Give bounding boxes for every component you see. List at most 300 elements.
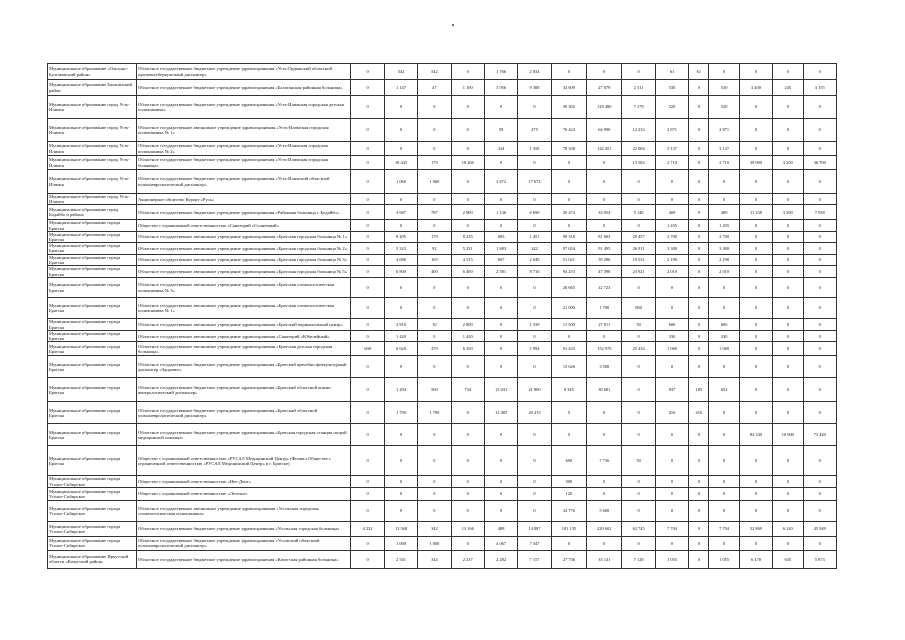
value-cell: 0 (351, 487, 384, 500)
value-cell: 0 (803, 487, 837, 500)
value-cell: 0 (587, 424, 622, 446)
value-cell: 2 282 (484, 550, 517, 568)
value-cell: 8 345 (551, 378, 586, 402)
value-cell: 0 (351, 319, 384, 331)
value-cell: 0 (587, 220, 622, 231)
value-cell: 5 600 (587, 500, 622, 521)
value-cell: 7 179 (622, 96, 655, 119)
value-cell: 1 455 (655, 220, 688, 231)
value-cell: 2 581 (484, 266, 517, 278)
municipality-cell: Муниципальное образование города Братска (48, 402, 137, 424)
value-cell: 13 568 (384, 521, 417, 536)
value-cell: 3 300 (773, 205, 803, 220)
value-cell: 76 424 (551, 119, 586, 142)
value-cell: 0 (655, 487, 688, 500)
value-cell: 0 (587, 194, 622, 205)
value-cell: 0 (739, 142, 772, 156)
organization-cell: Областное государственное бюджетное учреждение здравоохранения «Усольская городская больница» (137, 521, 351, 536)
value-cell: 0 (418, 96, 451, 119)
organization-cell: Общество с ограниченной ответственностью «Летелье» (137, 487, 351, 500)
value-cell: 2 700 (709, 231, 739, 242)
value-cell: 2 810 (384, 319, 417, 331)
value-cell: 0 (803, 446, 837, 476)
value-cell: 3 137 (655, 142, 688, 156)
organization-cell: Областное государственное автономное учреждение здравоохранения «Братская городская больница № 3» (137, 254, 351, 265)
value-cell: 0 (351, 378, 384, 402)
value-cell: 0 (689, 342, 709, 356)
value-cell: 400 (709, 205, 739, 220)
value-cell: 0 (773, 378, 803, 402)
value-cell: 0 (803, 254, 837, 265)
value-cell: 635 (773, 550, 803, 568)
value-cell: 20 474 (551, 205, 586, 220)
municipality-cell: Муниципальное образование города Братска (48, 446, 137, 476)
value-cell: 0 (689, 278, 709, 298)
value-cell: 6 478 (739, 550, 772, 568)
value-cell: 2 010 (709, 266, 739, 278)
organization-cell: Областное государственное бюджетное учреждение здравоохранения «Усольский областной психоневрологический диспансер» (137, 536, 351, 550)
value-cell: 5 146 (622, 205, 655, 220)
value-cell: 0 (587, 170, 622, 194)
value-cell: 0 (451, 500, 484, 521)
table-row (48, 446, 837, 476)
value-cell: 3 672 (484, 170, 517, 194)
table-row (48, 205, 837, 220)
value-cell: 0 (689, 298, 709, 319)
table-row (48, 231, 837, 242)
value-cell: 7 704 (655, 521, 688, 536)
value-cell: 0 (739, 378, 772, 402)
municipality-cell: Муниципальное образование города Братска (48, 254, 137, 265)
value-cell: 0 (739, 331, 772, 342)
value-cell: 0 (484, 319, 517, 331)
municipality-cell: Муниципальное образование город Усть-Илимск (48, 170, 137, 194)
municipality-cell: Муниципальное образование города Братска (48, 243, 137, 254)
value-cell: 0 (451, 298, 484, 319)
value-cell: 0 (587, 476, 622, 487)
value-cell: 47 390 (587, 266, 622, 278)
value-cell: 0 (689, 266, 709, 278)
value-cell: 12 085 (484, 402, 517, 424)
value-cell: 0 (709, 536, 739, 550)
value-cell: 0 (587, 487, 622, 500)
value-cell: 607 (484, 254, 517, 265)
value-cell: 0 (418, 424, 451, 446)
table-body (48, 64, 837, 569)
value-cell: 600 (351, 342, 384, 356)
organization-cell: Общество с ограниченной ответственностью «Санаторий «Солнечный» (137, 220, 351, 231)
value-cell: 0 (518, 331, 551, 342)
value-cell: 0 (451, 194, 484, 205)
value-cell: 6 120 (773, 521, 803, 536)
value-cell: 58 (484, 119, 517, 142)
value-cell: 0 (709, 424, 739, 446)
value-cell: 0 (655, 170, 688, 194)
value-cell: 91 495 (587, 243, 622, 254)
value-cell: 94 253 (551, 266, 586, 278)
value-cell: 10 (418, 319, 451, 331)
value-cell: 0 (351, 220, 384, 231)
value-cell: 734 (451, 378, 484, 402)
value-cell: 0 (739, 536, 772, 550)
value-cell: 229 602 (587, 521, 622, 536)
value-cell: 520 (655, 96, 688, 119)
value-cell: 23 921 (622, 266, 655, 278)
value-cell: 0 (803, 194, 837, 205)
value-cell: 0 (739, 402, 772, 424)
value-cell: 34 776 (551, 500, 586, 521)
value-cell: 2 511 (622, 80, 655, 96)
value-cell: 0 (773, 500, 803, 521)
value-cell: 11 238 (739, 205, 772, 220)
value-cell: 0 (622, 500, 655, 521)
value-cell: 0 (418, 356, 451, 378)
organization-cell: Областное государственное бюджетное учреждение здравоохранения «Районная больница г. Бодайбо» (137, 205, 351, 220)
table-row (48, 487, 837, 500)
value-cell: 0 (655, 278, 688, 298)
value-cell: 39 302 (551, 96, 586, 119)
value-cell: 0 (551, 64, 586, 80)
value-cell: 4 067 (484, 536, 517, 550)
value-cell: 1 100 (451, 80, 484, 96)
organization-cell: Общество с ограниченной ответственностью «РУСАЛ Медицинский Центр» (Филиал Общества с ограниченной ответственностью «РУСАЛ Медицинский Центр» в г. Братске) (137, 446, 351, 476)
value-cell: 0 (622, 378, 655, 402)
value-cell: 21 000 (551, 298, 586, 319)
value-cell: 2 190 (655, 254, 688, 265)
value-cell: 170 (418, 231, 451, 242)
value-cell: 73 440 (803, 424, 837, 446)
table-row (48, 424, 837, 446)
value-cell: 1 060 (655, 342, 688, 356)
value-cell: 99 318 (551, 231, 586, 242)
municipality-cell: Муниципальное образование город Усть-Илимск (48, 194, 137, 205)
value-cell: 0 (518, 446, 551, 476)
value-cell: 0 (803, 243, 837, 254)
value-cell: 0 (451, 142, 484, 156)
value-cell: 0 (773, 319, 803, 331)
value-cell: 0 (518, 194, 551, 205)
value-cell: 0 (384, 487, 417, 500)
data-table (47, 63, 837, 569)
table-row (48, 521, 837, 536)
value-cell: 0 (689, 156, 709, 170)
value-cell: 530 (709, 80, 739, 96)
value-cell: 0 (384, 356, 417, 378)
value-cell: 50 (622, 319, 655, 331)
value-cell: 0 (689, 142, 709, 156)
value-cell: 5 323 (384, 243, 417, 254)
value-cell: 0 (773, 278, 803, 298)
value-cell: 1 060 (709, 342, 739, 356)
value-cell: 12 233 (622, 119, 655, 142)
value-cell: 0 (709, 64, 739, 80)
value-cell: 0 (351, 96, 384, 119)
value-cell: 0 (484, 500, 517, 521)
value-cell: 245 (773, 80, 803, 96)
value-cell: 10 900 (773, 424, 803, 446)
value-cell: 11 500 (551, 319, 586, 331)
value-cell: 0 (587, 402, 622, 424)
value-cell: 0 (351, 80, 384, 96)
table-row (48, 266, 837, 278)
value-cell: 0 (739, 446, 772, 476)
value-cell: 400 (418, 266, 451, 278)
municipality-cell: Муниципальное образование города Братска (48, 231, 137, 242)
value-cell: 59 286 (587, 254, 622, 265)
value-cell: 0 (655, 356, 688, 378)
value-cell: 0 (622, 536, 655, 550)
value-cell: 0 (384, 424, 417, 446)
table-row (48, 142, 837, 156)
table-row (48, 64, 837, 80)
value-cell: 488 (484, 521, 517, 536)
value-cell: 0 (622, 194, 655, 205)
value-cell: 0 (709, 278, 739, 298)
value-cell: 1 451 (518, 231, 551, 242)
value-cell: 0 (518, 500, 551, 521)
value-cell: 0 (773, 64, 803, 80)
value-cell: 61 433 (551, 342, 586, 356)
value-cell: 26 665 (551, 278, 586, 298)
value-cell: 0 (484, 96, 517, 119)
value-cell: 0 (803, 220, 837, 231)
value-cell: 0 (739, 342, 772, 356)
value-cell: 0 (418, 142, 451, 156)
value-cell: 81 683 (587, 231, 622, 242)
value-cell: 0 (803, 231, 837, 242)
value-cell: 4 515 (451, 254, 484, 265)
value-cell: 92 (418, 243, 451, 254)
value-cell: 0 (622, 170, 655, 194)
value-cell: 1 790 (384, 402, 417, 424)
value-cell: 0 (551, 402, 586, 424)
value-cell: 0 (739, 64, 772, 80)
municipality-cell: Муниципальное образование города Братска (48, 378, 137, 402)
value-cell: 1 060 (418, 170, 451, 194)
value-cell: 185 (689, 378, 709, 402)
value-cell: 0 (351, 424, 384, 446)
organization-cell: Областное государственное автономное учреждение здравоохранения «Братская городская больница № 2» (137, 243, 351, 254)
municipality-cell: Муниципальное образование Балаганский район (48, 80, 137, 96)
value-cell: 4 680 (384, 254, 417, 265)
value-cell: 0 (773, 231, 803, 242)
table-row (48, 170, 837, 194)
table-row (48, 194, 837, 205)
value-cell: 22 004 (622, 142, 655, 156)
value-cell: 3 137 (709, 142, 739, 156)
value-cell: 0 (803, 119, 837, 142)
value-cell: 0 (689, 424, 709, 446)
value-cell: 0 (689, 220, 709, 231)
value-cell: 334 (484, 142, 517, 156)
value-cell: 0 (384, 96, 417, 119)
value-cell: 0 (739, 266, 772, 278)
value-cell: 0 (655, 424, 688, 446)
value-cell: 0 (803, 170, 837, 194)
value-cell: 39 900 (739, 156, 772, 170)
value-cell: 13 166 (451, 521, 484, 536)
value-cell: 837 (655, 378, 688, 402)
value-cell: 26 911 (622, 243, 655, 254)
municipality-cell: Муниципальное образование города Братска (48, 356, 137, 378)
value-cell: 0 (418, 298, 451, 319)
municipality-cell: Муниципальное образование «Ольхоно-Булгаковский район» (48, 64, 137, 80)
value-cell: 0 (484, 446, 517, 476)
table-row (48, 254, 837, 265)
value-cell: 6 690 (518, 205, 551, 220)
value-cell: 0 (384, 476, 417, 487)
value-cell: 0 (739, 220, 772, 231)
value-cell: 0 (351, 231, 384, 242)
value-cell: 3 400 (739, 80, 772, 96)
value-cell: 0 (803, 476, 837, 487)
value-cell: 0 (739, 356, 772, 378)
value-cell: 0 (484, 298, 517, 319)
table-row (48, 500, 837, 521)
value-cell: 0 (773, 342, 803, 356)
municipality-cell: Муниципальное образование города Братска (48, 278, 137, 298)
value-cell: 27 679 (587, 80, 622, 96)
organization-cell: Областное государственное бюджетное учреждение здравоохранения «Братский врачебно-физкультурный диспансер «Здоровье» (137, 356, 351, 378)
value-cell: 0 (351, 402, 384, 424)
value-cell: 0 (739, 119, 772, 142)
value-cell: 0 (773, 96, 803, 119)
value-cell: 0 (739, 96, 772, 119)
value-cell: 36 700 (803, 156, 837, 170)
value-cell: 0 (351, 500, 384, 521)
table-row (48, 243, 837, 254)
value-cell: 64 990 (587, 119, 622, 142)
value-cell: 0 (484, 356, 517, 378)
value-cell: 1 420 (384, 331, 417, 342)
value-cell: 0 (803, 378, 837, 402)
organization-cell: Областное государственное автономное учреждение здравоохранения «Братская стоматологическая поликлиника № 3» (137, 278, 351, 298)
table-row (48, 342, 837, 356)
municipality-cell: Муниципальное образование города Братска (48, 424, 137, 446)
value-cell: 0 (709, 402, 739, 424)
value-cell: 3 155 (803, 80, 837, 96)
value-cell: 0 (622, 220, 655, 231)
value-cell: 0 (803, 278, 837, 298)
value-cell: 0 (689, 231, 709, 242)
value-cell: 0 (484, 487, 517, 500)
value-cell: 0 (451, 278, 484, 298)
value-cell: 7 704 (709, 521, 739, 536)
organization-cell: Областное государственное автономное учреждение здравоохранения «Санаторий «Юбилейный» (137, 331, 351, 342)
value-cell: 0 (351, 254, 384, 265)
value-cell: 2 237 (451, 550, 484, 568)
organization-cell: Областное государственное бюджетное учреждение здравоохранения «Качугская районная больница» (137, 550, 351, 568)
value-cell: 0 (739, 243, 772, 254)
value-cell: 520 (709, 96, 739, 119)
municipality-cell: Муниципальное образование город Усть-Илимск (48, 142, 137, 156)
municipality-cell: Муниципальное образование города Братска (48, 319, 137, 331)
value-cell: 2 834 (518, 64, 551, 80)
organization-cell: Областное государственное автономное учреждение здравоохранения «Братская городская больница № 5» (137, 266, 351, 278)
value-cell: 0 (689, 550, 709, 568)
value-cell: 0 (773, 266, 803, 278)
value-cell: 0 (773, 536, 803, 550)
value-cell: 0 (773, 446, 803, 476)
table-row (48, 156, 837, 170)
value-cell: 2 800 (451, 319, 484, 331)
value-cell: 1 358 (518, 142, 551, 156)
value-cell: 0 (709, 487, 739, 500)
value-cell: 330 (655, 331, 688, 342)
value-cell: 12 723 (587, 278, 622, 298)
value-cell: 0 (384, 142, 417, 156)
municipality-cell: Муниципальное образование города Братска (48, 220, 137, 231)
value-cell: 0 (689, 446, 709, 476)
organization-cell: Областное государственное бюджетное учреждение здравоохранения «Усть-Илимский областной психоневрологический диспансер» (137, 170, 351, 194)
value-cell: 0 (689, 254, 709, 265)
value-cell: 0 (384, 278, 417, 298)
value-cell: 7 128 (622, 550, 655, 568)
organization-cell: Областное государственное бюджетное учреждение здравоохранения «Усть-Илимская городская больница» (137, 156, 351, 170)
value-cell: 8 405 (384, 231, 417, 242)
value-cell: 0 (689, 487, 709, 500)
value-cell: 0 (709, 356, 739, 378)
table-row (48, 356, 837, 378)
value-cell: 652 (709, 378, 739, 402)
value-cell: 0 (518, 424, 551, 446)
value-cell: 120 (551, 487, 586, 500)
value-cell: 475 (518, 119, 551, 142)
municipality-cell: Муниципальное образование город Усть-Илимск (48, 96, 137, 119)
value-cell: 0 (518, 96, 551, 119)
value-cell: 1 766 (484, 64, 517, 80)
value-cell: 0 (587, 64, 622, 80)
value-cell: 0 (418, 194, 451, 205)
value-cell: 45 949 (803, 521, 837, 536)
value-cell: 0 (739, 254, 772, 265)
value-cell: 0 (773, 476, 803, 487)
value-cell: 0 (351, 266, 384, 278)
value-cell: 0 (484, 278, 517, 298)
value-cell: 0 (655, 298, 688, 319)
value-cell: 0 (622, 278, 655, 298)
value-cell: 9 388 (518, 80, 551, 96)
organization-cell: Областное государственное бюджетное учреждение здравоохранения «Усть-Илимская городская детская поликлиника» (137, 96, 351, 119)
value-cell: 14 887 (518, 521, 551, 536)
value-cell: 0 (384, 220, 417, 231)
value-cell: 0 (773, 298, 803, 319)
value-cell: 0 (551, 194, 586, 205)
value-cell: 0 (418, 220, 451, 231)
value-cell: 0 (484, 194, 517, 205)
value-cell: 0 (518, 298, 551, 319)
value-cell: 5 231 (451, 243, 484, 254)
value-cell: 47 (418, 80, 451, 96)
value-cell: 0 (351, 476, 384, 487)
value-cell: 0 (484, 342, 517, 356)
value-cell: 0 (803, 96, 837, 119)
organization-cell: Областное государственное бюджетное учреждение здравоохранения «Братский областной психоневрологический диспансер» (137, 402, 351, 424)
value-cell: 1 000 (384, 536, 417, 550)
value-cell: 0 (803, 402, 837, 424)
value-cell: 0 (518, 156, 551, 170)
value-cell: 179 (418, 156, 451, 170)
organization-cell: Областное государственное бюджетное учреждение здравоохранения «Балаганская районная больница» (137, 80, 351, 96)
value-cell: 0 (689, 80, 709, 96)
value-cell: 270 (418, 342, 451, 356)
value-cell: 0 (689, 170, 709, 194)
value-cell: 2 649 (518, 254, 551, 265)
value-cell: 0 (484, 331, 517, 342)
value-cell: 0 (739, 194, 772, 205)
value-cell: 542 (384, 64, 417, 80)
value-cell: 0 (351, 156, 384, 170)
